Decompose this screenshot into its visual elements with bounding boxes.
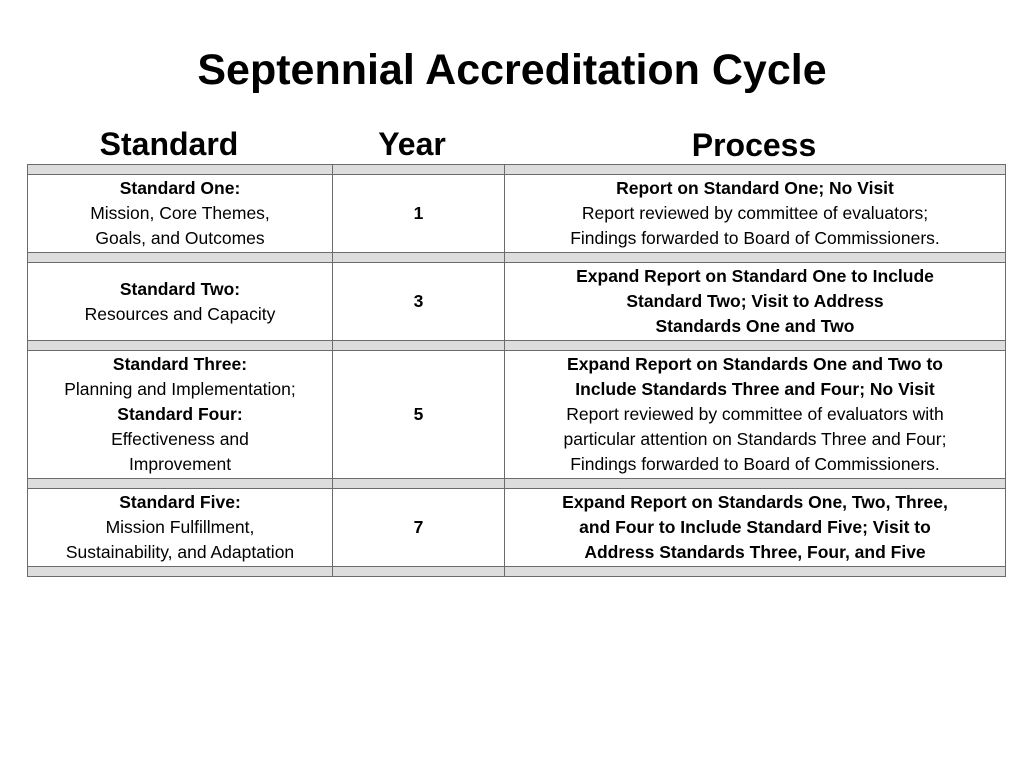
process-line: Findings forwarded to Board of Commissioners. bbox=[570, 454, 940, 474]
process-line: Standard Two; Visit to Address bbox=[626, 291, 884, 311]
table-spacer-row bbox=[28, 341, 1006, 351]
spacer-cell bbox=[333, 165, 505, 175]
process-line: Expand Report on Standards One and Two to bbox=[567, 354, 943, 374]
standard-line: Standard Four: bbox=[117, 404, 243, 424]
spacer-cell bbox=[333, 479, 505, 489]
year-cell: 3 bbox=[333, 263, 505, 341]
spacer-cell bbox=[505, 253, 1006, 263]
table-spacer-row bbox=[28, 567, 1006, 577]
table-spacer-row bbox=[28, 165, 1006, 175]
standard-line: Mission, Core Themes, bbox=[90, 203, 270, 223]
standard-line: Planning and Implementation; bbox=[64, 379, 296, 399]
year-cell: 1 bbox=[333, 175, 505, 253]
spacer-cell bbox=[505, 165, 1006, 175]
spacer-cell bbox=[333, 341, 505, 351]
process-line: Expand Report on Standards One, Two, Three, bbox=[562, 492, 948, 512]
standard-cell bbox=[28, 351, 333, 479]
table-row bbox=[28, 489, 1006, 567]
standard-cell bbox=[28, 263, 333, 341]
column-header-year: Year bbox=[378, 126, 446, 162]
table-row bbox=[28, 351, 1006, 479]
spacer-cell bbox=[505, 479, 1006, 489]
spacer-cell bbox=[28, 479, 333, 489]
process-cell bbox=[505, 489, 1006, 567]
process-line: Report on Standard One; No Visit bbox=[616, 178, 894, 198]
process-cell bbox=[505, 175, 1006, 253]
standard-cell bbox=[28, 489, 333, 567]
standard-line: Mission Fulfillment, bbox=[105, 517, 255, 537]
table-spacer-row bbox=[28, 479, 1006, 489]
year-cell: 5 bbox=[333, 351, 505, 479]
page-title: Septennial Accreditation Cycle bbox=[197, 46, 827, 94]
standard-cell bbox=[28, 175, 333, 253]
spacer-cell bbox=[505, 567, 1006, 577]
spacer-cell bbox=[28, 253, 333, 263]
spacer-cell bbox=[333, 567, 505, 577]
process-line: Address Standards Three, Four, and Five bbox=[584, 542, 926, 562]
column-header-process: Process bbox=[691, 127, 817, 163]
spacer-cell bbox=[505, 341, 1006, 351]
spacer-cell bbox=[28, 567, 333, 577]
column-header-standard: Standard bbox=[99, 126, 239, 162]
process-line: Findings forwarded to Board of Commissioners. bbox=[570, 228, 940, 248]
accreditation-cycle-table bbox=[27, 164, 1006, 577]
process-line: Expand Report on Standard One to Include bbox=[576, 266, 934, 286]
standard-line: Resources and Capacity bbox=[84, 303, 276, 324]
process-line: Include Standards Three and Four; No Visit bbox=[575, 379, 935, 399]
process-line: Report reviewed by committee of evaluators with bbox=[566, 404, 944, 424]
table-row bbox=[28, 175, 1006, 253]
standard-line: Improvement bbox=[128, 454, 232, 474]
standard-line: Standard One: bbox=[119, 178, 241, 198]
standard-line: Standard Five: bbox=[119, 492, 241, 512]
process-line: Report reviewed by committee of evaluators; bbox=[581, 203, 929, 223]
spacer-cell bbox=[333, 253, 505, 263]
process-line: and Four to Include Standard Five; Visit to bbox=[579, 517, 931, 537]
table-row bbox=[28, 263, 1006, 341]
standard-line: Sustainability, and Adaptation bbox=[65, 542, 295, 562]
process-line: Standards One and Two bbox=[655, 316, 855, 336]
spacer-cell bbox=[28, 341, 333, 351]
standard-line: Effectiveness and bbox=[111, 429, 249, 449]
standard-line: Standard Two: bbox=[119, 278, 241, 299]
table-spacer-row bbox=[28, 253, 1006, 263]
spacer-cell bbox=[28, 165, 333, 175]
standard-line: Standard Three: bbox=[112, 354, 248, 374]
standard-line: Goals, and Outcomes bbox=[95, 228, 265, 248]
process-line: particular attention on Standards Three and Four; bbox=[563, 429, 947, 449]
process-cell bbox=[505, 351, 1006, 479]
year-cell: 7 bbox=[333, 489, 505, 567]
process-cell bbox=[505, 263, 1006, 341]
